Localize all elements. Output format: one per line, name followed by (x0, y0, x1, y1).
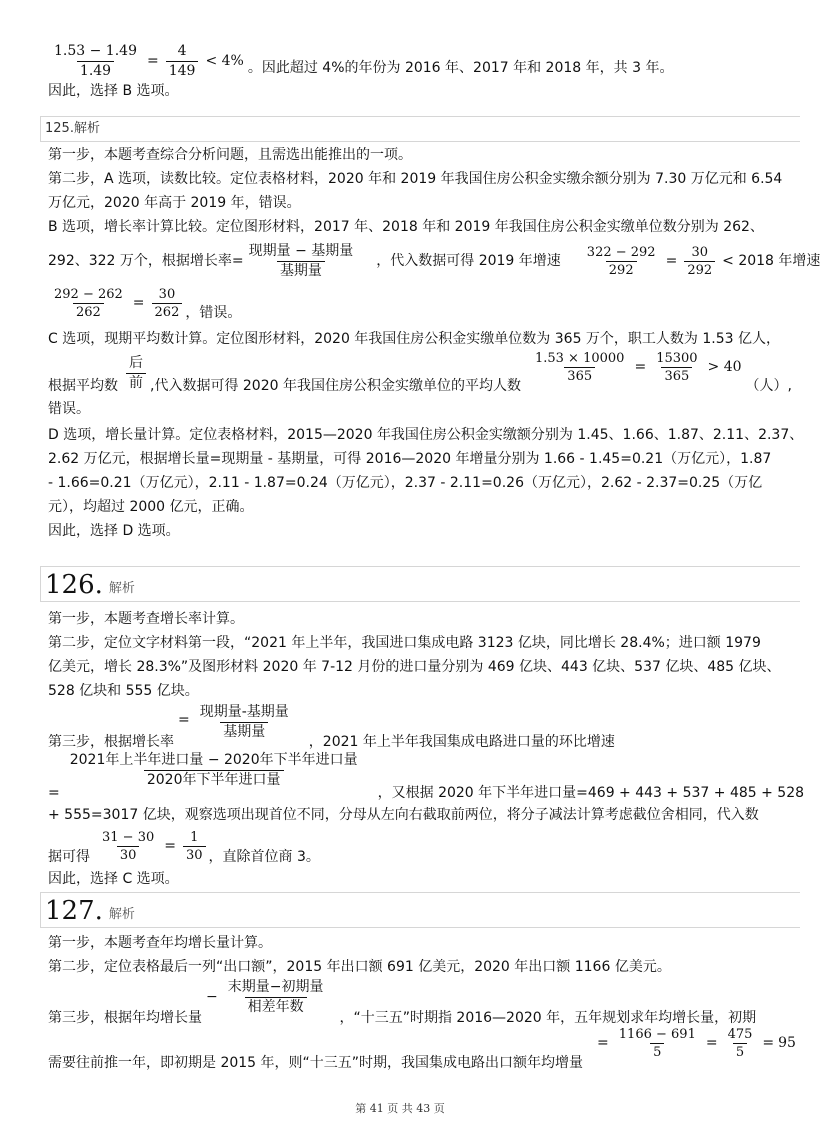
q126-step4: = $\frac{\text{2021年上半年进口量 − 2020年下半年进口量}}{\text{2020年下半年进口量}}$ ，又根据 2020 年下半年进口量=469 + 443 + 537 + 485 + 528 (48, 751, 805, 801)
q125-option-c-line3: 错误。 (48, 401, 90, 417)
question-126 (40, 566, 800, 602)
avg-growth-formula: $\frac{\text{末期量−初期量}}{\text{相差年数}}$ (227, 978, 324, 1015)
q126-step5: + 555=3017 亿块，观察选项出现首位不同，分母从左向右截取前两位，将分子减法计算考虑截位舍相同，代入数 (48, 807, 759, 823)
q126-step1: 第一步，本题考查增长率计算。 (48, 611, 244, 627)
q126-step2-line3: 528 亿块和 555 亿块。 (48, 683, 199, 699)
q127-step1: 第一步，本题考查年均增长量计算。 (48, 935, 272, 951)
avg-growth-result: = $\frac{1166 - 691}{5}$ = $\frac{475}{5}$ = 95 (597, 1026, 796, 1060)
fraction: $\frac{4}{149}$ (166, 42, 199, 81)
q126-step3: 第三步，根据增长率 = $\frac{\text{现期量-基期量}}{\text{基期量}}$ ，2021 年上半年我国集成电路进口量的环比增速 (48, 703, 615, 750)
q125-option-b-line1: B 选项，增长率计算比较。定位图形材料，2017 年、2018 年和 2019 年我国住房公积金实缴单位数分别为 262、 (48, 219, 764, 235)
top-equation-line (48, 44, 760, 78)
q125-option-d-line1: D 选项，增长量计算。定位表格材料，2015—2020 年我国住房公积金实缴额分别为 1.45、1.66、1.87、2.11、2.37、 (48, 427, 804, 443)
q125-step1: 第一步，本题考查综合分析问题，且需选出能推出的一项。 (48, 147, 412, 163)
growth-2019-formula: $\frac{322 - 292}{292}$ = $\frac{30}{292}$ (581, 244, 718, 279)
question-125-body (48, 144, 820, 542)
q125-option-d-line3: - 1.66=0.21（万亿元），2.11 - 1.87=0.24（万亿元），2.37 - 2.11=0.26（万亿元），2.62 - 2.37=0.25（万亿 (48, 475, 763, 491)
growth-2018-formula: $\frac{292 - 262}{262}$ = $\frac{30}{262}$ (48, 286, 185, 321)
q125-step2-line1: 第二步，A 选项，读数比较。定位表格材料，2020 年和 2019 年我国住房公积金实缴余额分别为 7.30 万亿元和 6.54 (48, 171, 783, 187)
question-125 (40, 116, 800, 142)
q125-option-c-line1: C 选项，现期平均数计算。定位图形材料，2020 年我国住房公积金实缴单位数为 365 万个，职工人数为 1.53 亿人， (48, 331, 780, 347)
q126-step2-line2: 亿美元，增长 28.3%”及图形材料 2020 年 7-12 月份的进口量分别为 469 亿块、443 亿块、537 亿块、485 亿块、 (48, 659, 781, 675)
question-127-header: 127. 解析 (40, 892, 800, 928)
growth-rate-formula: $\frac{\text{现期量 − 基期量}}{\text{基期量}}$ (248, 242, 354, 279)
q126-step2-line1: 第二步，定位文字材料第一段，“2021 年上半年，我国进口集成电路 3123 亿块，同比增长 28.4%；进口额 1979 (48, 635, 761, 651)
q125-option-b-line3: $\frac{292 - 262}{262}$ = $\frac{30}{262}$ ，错误。 (48, 284, 760, 322)
q127-step3: 第三步，根据年均增长量 − $\frac{\text{末期量−初期量}}{\text{相差年数}}$ ，“十三五”时期指 2016—2020 年，五年规划求年均增长量，初期 (48, 978, 757, 1026)
top-equation: $\frac{1.53 - 1.49}{1.49}$ = $\frac{4}{149}$ < 4% (48, 42, 248, 81)
q125-conclusion: 因此，选择 D 选项。 (48, 523, 180, 539)
q126-step6: 据可得 $\frac{31 - 30}{30}$ = $\frac{1}{30}$ ，直除首位商 3。 (48, 829, 320, 865)
average-people-formula: $\frac{1.53 \times 10000}{365}$ = $\frac{15300}{365}$ > 40 (534, 350, 742, 384)
fraction: $\frac{1.53 - 1.49}{1.49}$ (54, 42, 137, 79)
top-text: 。因此超过 4%的年份为 2016 年、2017 年和 2018 年，共 3 年。 (247, 60, 674, 76)
top-conclusion: 因此，选择 B 选项。 (48, 83, 179, 99)
mom-growth-formula: $\frac{\text{2021年上半年进口量 − 2020年下半年进口量}}{\text{2020年下半年进口量}}$ (69, 751, 358, 788)
average-formula: $\frac{\text{后}}{\text{前}}$ (126, 354, 146, 393)
top-section (48, 44, 760, 102)
growth-rate-formula-126: $\frac{\text{现期量-基期量}}{\text{基期量}}$ (199, 703, 289, 740)
q125-option-b-line2: 292、322 万个，根据增长率= $\frac{\text{现期量 − 基期量}}{\text{基期量}}$ ，代入数据可得 2019 年增速 $\frac{322 - 292}{292}$ = $\frac{30}{292}$ < 2018 年增速 (48, 242, 820, 279)
q126-conclusion: 因此，选择 C 选项。 (48, 871, 179, 887)
truncation-formula: $\frac{31 - 30}{30}$ = $\frac{1}{30}$ (96, 829, 209, 864)
q125-step2-line2: 万亿元，2020 年高于 2019 年，错误。 (48, 195, 301, 211)
q127-step4: 需要往前推一年，即初期是 2015 年，则“十三五”时期，我国集成电路出口额年均增量 = $\frac{1166 - 691}{5}$ = $\frac{475}{5}$ = 95 (48, 1026, 796, 1071)
question-127-body (48, 932, 796, 1072)
question-125-header: 125.解析 (40, 116, 800, 142)
q125-option-c-line2: 根据平均数 $\frac{\text{后}}{\text{前}}$ ,代入数据可得 2020 年我国住房公积金实缴单位的平均人数 $\frac{1.53 \times 10000}{365}$ = $\frac{15300}{365}$ > 40 （人）, (48, 350, 792, 394)
q125-option-d-line2: 2.62 万亿元，根据增长量=现期量 - 基期量，可得 2016—2020 年增量分别为 1.66 - 1.45=0.21（万亿元），1.87 (48, 451, 772, 467)
q127-step2: 第二步，定位表格最后一列“出口额”，2015 年出口额 691 亿美元，2020 年出口额 1166 亿美元。 (48, 959, 671, 975)
question-126-header: 126. 解析 (40, 566, 800, 602)
q125-option-d-line4: 元），均超过 2000 亿元，正确。 (48, 499, 254, 515)
question-126-body (48, 608, 805, 890)
question-127 (40, 892, 800, 928)
page-footer: 第 41 页 共 43 页 (355, 1102, 445, 1115)
